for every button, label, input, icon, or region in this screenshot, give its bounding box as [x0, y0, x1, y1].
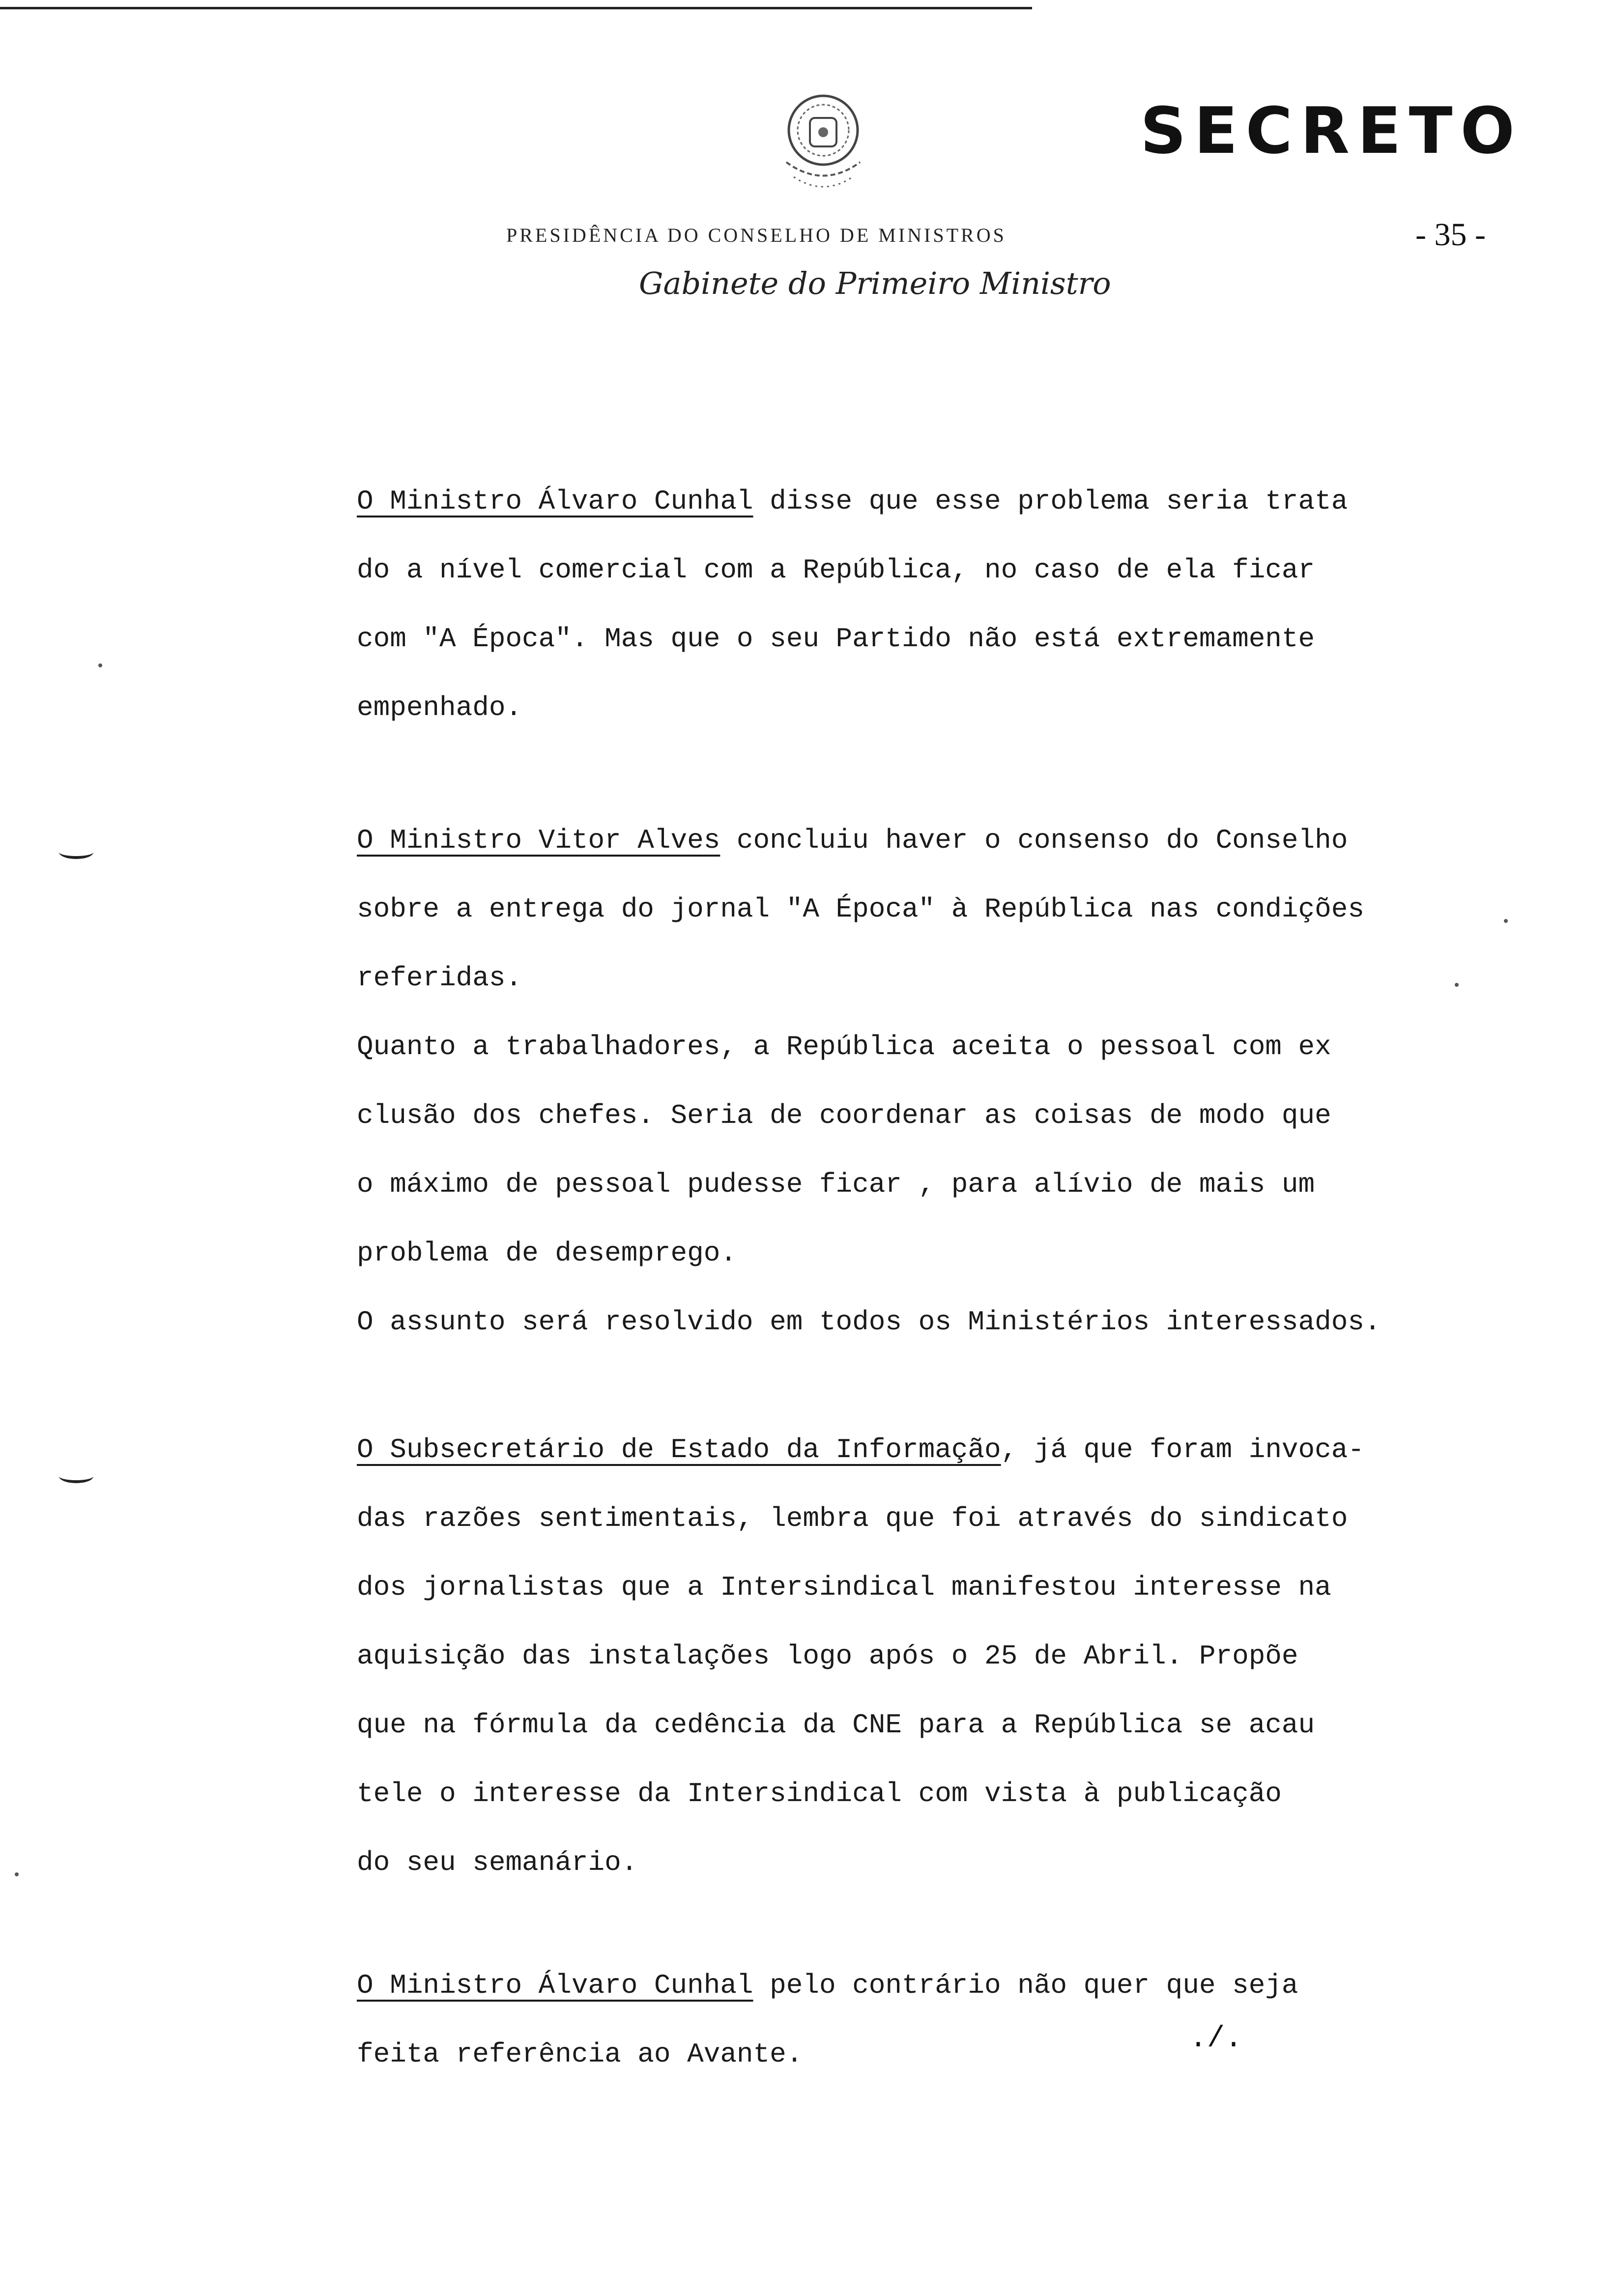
text-line: Quanto a trabalhadores, a República aceita o pessoal com ex [357, 1031, 1331, 1062]
text-line: tele o interesse da Intersindical com vista à publicação [357, 1778, 1282, 1809]
scan-speck [15, 1872, 19, 1876]
text-line: do seu semanário. [357, 1847, 638, 1878]
paragraph-1 [357, 467, 1348, 742]
page-number: - 35 - [1415, 217, 1486, 253]
text-line: dos jornalistas que a Intersindical manifestou interesse na [357, 1572, 1331, 1603]
text-line: O Ministro Álvaro Cunhal pelo contrário não quer que seja [357, 1970, 1298, 2001]
text-line: O assunto será resolvido em todos os Ministérios interessados. [357, 1306, 1381, 1338]
text-line: clusão dos chefes. Seria de coordenar as coisas de modo que [357, 1100, 1331, 1131]
paragraph-2 [357, 806, 1381, 1356]
scan-speck [98, 663, 102, 667]
office-heading: PRESIDÊNCIA DO CONSELHO DE MINISTROS [506, 224, 1007, 246]
paragraph-3 [357, 1415, 1364, 1897]
text-line: O Ministro Vitor Alves concluiu haver o consenso do Conselho [357, 825, 1348, 856]
text-line: aquisição das instalações logo após o 25 de Abril. Propõe [357, 1640, 1298, 1672]
margin-pen-mark [59, 1469, 93, 1483]
coat-of-arms-seal [767, 84, 880, 201]
continuation-mark: ./. [1189, 2022, 1243, 2056]
text-line: que na fórmula da cedência da CNE para a República se acau [357, 1709, 1315, 1741]
speaker-name: O Ministro Álvaro Cunhal [357, 1970, 753, 2001]
text-line: referidas. [357, 962, 522, 994]
text-line: com "A Época". Mas que o seu Partido não está extremamente [357, 623, 1315, 655]
paragraph-4 [357, 1951, 1298, 2089]
text-line: das razões sentimentais, lembra que foi através do sindicato [357, 1503, 1348, 1534]
scan-speck [1455, 983, 1459, 987]
speaker-name: O Ministro Álvaro Cunhal [357, 486, 753, 517]
margin-pen-mark [59, 845, 93, 859]
cabinet-signature-line: Gabinete do Primeiro Ministro [639, 265, 1111, 301]
text-line: o máximo de pessoal pudesse ficar , para alívio de mais um [357, 1169, 1315, 1200]
classification-stamp: SECRETO [1140, 93, 1523, 168]
text-line: O Subsecretário de Estado da Informação, já que foram invoca- [357, 1434, 1364, 1465]
text-line: O Ministro Álvaro Cunhal disse que esse problema seria trata [357, 486, 1348, 517]
speaker-name: O Ministro Vitor Alves [357, 825, 720, 856]
top-rule [0, 7, 1032, 9]
text-line: do a nível comercial com a República, no caso de ela ficar [357, 554, 1315, 586]
text-line: feita referência ao Avante. [357, 2038, 803, 2070]
text-line: empenhado. [357, 692, 522, 723]
speaker-name: O Subsecretário de Estado da Informação [357, 1434, 1001, 1465]
scan-speck [1504, 919, 1508, 923]
text-line: problema de desemprego. [357, 1237, 737, 1269]
text-line: sobre a entrega do jornal "A Época" à República nas condições [357, 893, 1364, 925]
